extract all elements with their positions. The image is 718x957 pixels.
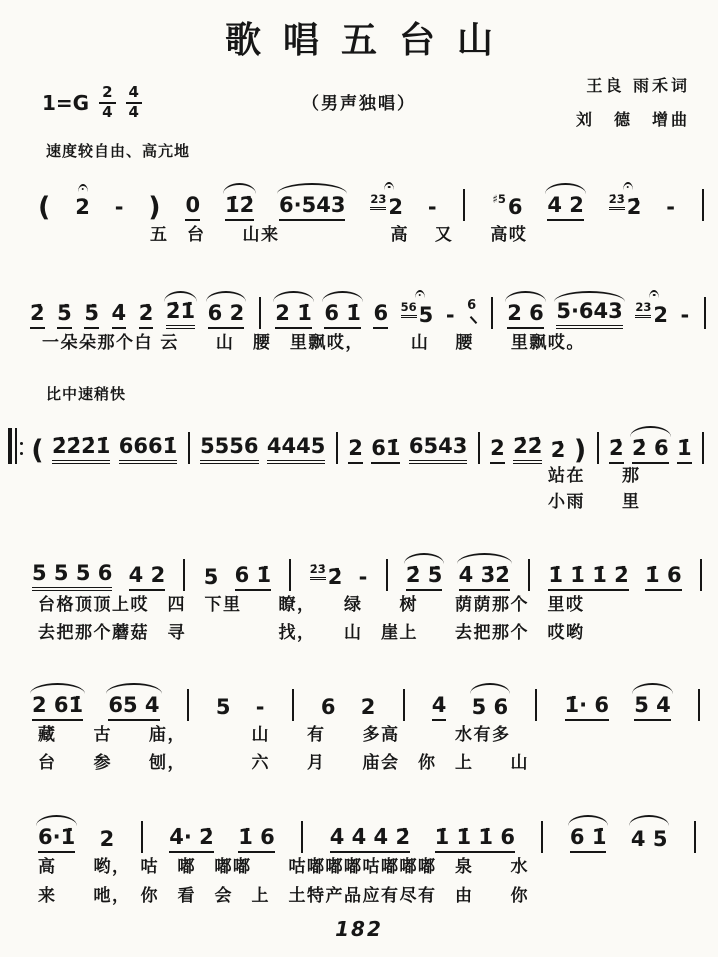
note-text: 2̇ 6	[632, 438, 669, 464]
lyric-line: 去把那个蘑菇 寻 找， 山 崖上 去把那个 哎哟	[38, 623, 585, 644]
grace-note-group	[370, 192, 387, 221]
note	[361, 697, 376, 721]
note-text: 6·1̇	[38, 827, 75, 853]
parenthesis	[38, 192, 51, 224]
note-text: (	[38, 192, 51, 224]
note-text: )	[573, 435, 587, 467]
music-area	[0, 136, 718, 909]
grace-notes: 56	[401, 302, 417, 318]
repeat-thick-bar	[8, 428, 12, 464]
note-row	[0, 271, 718, 329]
note	[204, 567, 219, 591]
note	[677, 438, 692, 464]
note-text: 1̇ 6	[238, 827, 275, 853]
dash-note	[666, 197, 675, 221]
note-text: -	[114, 195, 124, 220]
music-line	[0, 383, 718, 515]
music-line	[0, 533, 718, 647]
barline	[491, 297, 493, 329]
music-line	[0, 795, 718, 909]
barline	[188, 432, 190, 464]
note	[645, 565, 682, 591]
note-text: 1̇ 6	[645, 565, 682, 591]
note	[309, 562, 343, 591]
note-text: 6	[507, 195, 523, 220]
note-text: 61̇	[371, 438, 400, 464]
slur-arc	[322, 291, 363, 302]
note-text: 2 61̇	[32, 695, 83, 721]
note	[129, 565, 166, 591]
note-text: 6	[373, 303, 388, 329]
performance-type: （男声独唱）	[301, 94, 416, 114]
fermata-icon	[649, 290, 659, 298]
note	[200, 436, 258, 464]
note-text: 6 1̇	[570, 827, 607, 853]
note	[634, 695, 671, 721]
note	[609, 438, 624, 464]
note	[409, 436, 467, 464]
note	[631, 829, 668, 853]
lyric-line: 站在 那	[548, 466, 641, 487]
barline	[403, 689, 405, 721]
note	[275, 303, 312, 329]
note-text: 5	[203, 565, 219, 590]
page-number: 182	[335, 917, 383, 941]
slur-arc	[630, 426, 671, 437]
note-text: 6543	[409, 436, 467, 464]
note	[169, 827, 214, 853]
note	[551, 440, 566, 464]
note-text: 0	[185, 195, 200, 221]
note-row	[0, 795, 718, 853]
grace-notes: 23	[635, 302, 651, 318]
note-row	[0, 163, 718, 224]
note-text: 2̇2̇	[513, 436, 542, 464]
slur-arc	[277, 183, 347, 194]
note	[459, 565, 510, 591]
slur-arc	[629, 815, 670, 826]
grace-notes: 2̇3̇	[609, 194, 625, 210]
note-text: 4̇ 4̇ 4̇ 2̇	[330, 827, 410, 853]
note-text: 2	[360, 695, 376, 720]
credit-composer: 刘 德 增曲	[575, 109, 690, 129]
note	[472, 697, 509, 721]
slur-arc	[568, 815, 609, 826]
lyric-line: 五 台 山来 高 又 高哎	[150, 225, 528, 246]
note	[547, 195, 584, 221]
lyric-line: 高 哟， 咕 嘟 嘟嘟 咕嘟嘟嘟咕嘟嘟嘟 泉 水	[38, 857, 529, 878]
note-text: 2 6	[507, 303, 544, 329]
note-text: 6	[467, 298, 477, 314]
barline	[386, 559, 388, 591]
note	[467, 298, 477, 329]
note	[119, 436, 177, 464]
slur-arc	[30, 683, 85, 694]
dash-note	[681, 305, 690, 329]
note-text: 4 2	[547, 195, 584, 221]
grace-note-group	[608, 192, 625, 221]
barline	[700, 559, 702, 591]
note	[238, 827, 275, 853]
note-text: 2̇	[30, 303, 45, 329]
note-row	[0, 533, 718, 591]
grace-notes: 23	[370, 194, 386, 210]
barline	[704, 297, 706, 329]
note-text: -	[445, 303, 455, 328]
note-text: 6 2	[208, 303, 245, 329]
note	[373, 303, 388, 329]
note-text: 65 4	[108, 695, 159, 721]
barline	[478, 432, 480, 464]
dash-note	[256, 697, 265, 721]
note	[400, 300, 434, 329]
slur-arc	[457, 553, 512, 564]
note	[216, 697, 231, 721]
dash-note	[446, 305, 455, 329]
parenthesis	[31, 435, 44, 467]
note-text: -	[255, 695, 265, 720]
note-text: -	[427, 195, 437, 220]
barline	[698, 689, 700, 721]
repeat-dots	[20, 442, 23, 464]
note	[513, 436, 542, 464]
note-text: 4445	[267, 436, 325, 464]
note-text: 2̇	[550, 438, 566, 463]
barline	[463, 189, 465, 221]
note-text: 4 2	[129, 565, 166, 591]
score-meta	[0, 63, 718, 136]
tempo-mark: 比中速稍快	[46, 385, 127, 404]
note	[490, 438, 505, 464]
note-text: 2̇	[139, 303, 154, 329]
note-text: -	[666, 195, 675, 220]
fermata-icon	[415, 290, 425, 298]
grace-note-group	[492, 192, 506, 218]
parenthesis	[573, 435, 587, 467]
barline	[141, 821, 143, 853]
note	[371, 438, 400, 464]
note	[139, 303, 154, 329]
lyric-line: 台格顶顶上哎 四 下里 瞭， 绿 树 荫荫那个 里哎	[38, 595, 585, 616]
note	[348, 438, 363, 464]
note-text: 1̇ 1̇ 1̇ 2̇	[548, 565, 628, 591]
note	[632, 438, 669, 464]
note-text: 5 6	[471, 695, 509, 720]
note-text: 2̇	[626, 195, 642, 220]
lyric-line: 一朵朵那个白 云 山 腰 里飘哎， 山 腰 里飘哎。	[42, 333, 585, 354]
slur-arc	[554, 291, 624, 302]
barline	[702, 432, 704, 464]
slur-arc	[404, 553, 445, 564]
note-text: 2̇	[327, 565, 343, 590]
note-text: 1̇2̇	[225, 195, 254, 221]
note	[108, 695, 159, 721]
note-text: 4̇	[112, 303, 127, 329]
note	[321, 697, 336, 721]
note-text: 2	[388, 195, 403, 220]
note	[57, 303, 72, 329]
note	[84, 303, 99, 329]
note	[235, 565, 272, 591]
repeat-thin-bar	[15, 428, 17, 464]
note	[608, 192, 642, 221]
barline	[597, 432, 599, 464]
note-text: 5556	[200, 436, 258, 464]
lyric-line: 藏 古 庙， 山 有 多高 水有多	[38, 725, 511, 746]
note	[30, 303, 45, 329]
note	[32, 695, 83, 721]
lyric-line: 来 吔， 你 看 会 上 土特产品应有尽有 由 你	[38, 885, 529, 906]
note	[100, 829, 115, 853]
key-label: 1=G	[42, 90, 90, 115]
note-text: -	[358, 565, 368, 590]
note	[635, 300, 668, 329]
note	[507, 303, 544, 329]
music-line	[0, 663, 718, 777]
note	[556, 301, 622, 329]
note-text: 2̇ 5̇	[406, 565, 443, 591]
credit-lyricist: 王良 雨禾词	[586, 76, 690, 95]
barline	[336, 432, 338, 464]
note-text: 4	[432, 695, 447, 721]
note-text: 6·543	[279, 195, 345, 221]
key-signature	[42, 85, 142, 121]
fermata-icon	[623, 182, 633, 190]
tempo-mark: 速度较自由、高亢地	[46, 142, 191, 161]
slur-arc	[273, 291, 314, 302]
barline	[535, 689, 537, 721]
note	[225, 195, 254, 221]
barline	[292, 689, 294, 721]
grace-note-group	[400, 300, 417, 329]
note-text: 2	[348, 438, 363, 464]
slur-arc	[164, 291, 197, 302]
fermata-icon	[78, 184, 88, 192]
note-text: 5	[418, 303, 434, 328]
note-row	[0, 663, 718, 721]
barline	[187, 689, 189, 721]
note	[330, 827, 410, 853]
note	[185, 195, 200, 221]
barline	[694, 821, 696, 853]
note-text: 2 1̇	[275, 303, 312, 329]
music-line	[0, 271, 718, 357]
note	[208, 303, 245, 329]
time-signature-2: $\frac{4}{4}$	[126, 85, 142, 121]
note	[548, 565, 628, 591]
slur-arc	[470, 683, 511, 694]
barline	[301, 821, 303, 853]
dash-note	[428, 197, 437, 221]
page-title: 歌唱五台山	[224, 20, 515, 61]
slur-arc	[505, 291, 546, 302]
barline	[289, 559, 291, 591]
note	[279, 195, 345, 221]
grace-notes: 2̇3̇	[310, 564, 326, 580]
note	[267, 436, 325, 464]
note-text: 2	[99, 827, 115, 852]
note-text: 2̇2̇2̇1̇	[52, 436, 110, 464]
note-text: 4̇· 2̇	[169, 827, 214, 853]
note-text: 6661̇	[119, 436, 177, 464]
note	[565, 695, 610, 721]
note-text: 6 1̇	[235, 565, 272, 591]
note-text: 2	[653, 303, 668, 328]
note	[406, 565, 443, 591]
grace-note-group	[309, 562, 326, 591]
note-text: -	[680, 303, 690, 328]
note	[38, 827, 75, 853]
note-text: 5̇	[57, 303, 72, 329]
note	[370, 192, 403, 221]
note	[166, 301, 195, 329]
note-text: 5 5 5 6	[32, 563, 112, 591]
barline	[259, 297, 261, 329]
grace-notes: ♯5	[492, 192, 506, 207]
dash-note	[115, 197, 124, 221]
note-text: 4̇ 3̇2̇	[459, 565, 510, 591]
time-signature-1: $\frac{2}{4}$	[99, 85, 115, 121]
note-text: (	[31, 435, 44, 467]
lyric-line: 小雨 里	[548, 491, 641, 512]
barline	[541, 821, 543, 853]
note-row	[0, 406, 718, 467]
note-text: 6	[320, 695, 336, 720]
barline	[702, 189, 704, 221]
music-line	[0, 140, 718, 249]
note	[52, 436, 110, 464]
slur-arc	[545, 183, 586, 194]
note-text: 5 4	[634, 695, 671, 721]
lyric-line: 台 参 刨， 六 月 庙会 你 上 山	[38, 753, 529, 774]
note	[324, 303, 361, 329]
note-text: 6 1̇	[324, 303, 361, 329]
note	[432, 695, 447, 721]
note-text: 1̇	[677, 438, 692, 464]
portamento-down-icon	[470, 316, 478, 324]
parenthesis	[148, 192, 161, 224]
note-text: 5·643	[556, 301, 622, 329]
note	[570, 827, 607, 853]
note-text: 1̇ 1̇ 1̇ 6	[435, 827, 515, 853]
note-text: )	[148, 192, 161, 224]
repeat-sign	[8, 428, 23, 464]
barline	[183, 559, 185, 591]
note	[32, 563, 112, 591]
note	[492, 192, 523, 221]
grace-note-group	[635, 300, 652, 329]
note	[435, 827, 515, 853]
dash-note	[359, 567, 368, 591]
slur-arc	[106, 683, 161, 694]
fermata-icon	[384, 182, 394, 190]
note-text: 2̇1̇	[166, 301, 195, 329]
barline	[528, 559, 530, 591]
note-text: 5̇	[84, 303, 99, 329]
slur-arc	[223, 183, 256, 194]
note-text: 5	[215, 695, 231, 720]
note-text: 1̇· 6	[565, 695, 610, 721]
credits	[576, 69, 690, 136]
note-text: 4 5	[630, 827, 668, 852]
slur-arc	[206, 291, 247, 302]
note-text: 2	[490, 438, 505, 464]
slur-arc	[632, 683, 673, 694]
note-text: 2̇	[609, 438, 624, 464]
note	[112, 303, 127, 329]
note	[75, 197, 90, 221]
note-text: 2	[75, 195, 90, 220]
slur-arc	[36, 815, 77, 826]
